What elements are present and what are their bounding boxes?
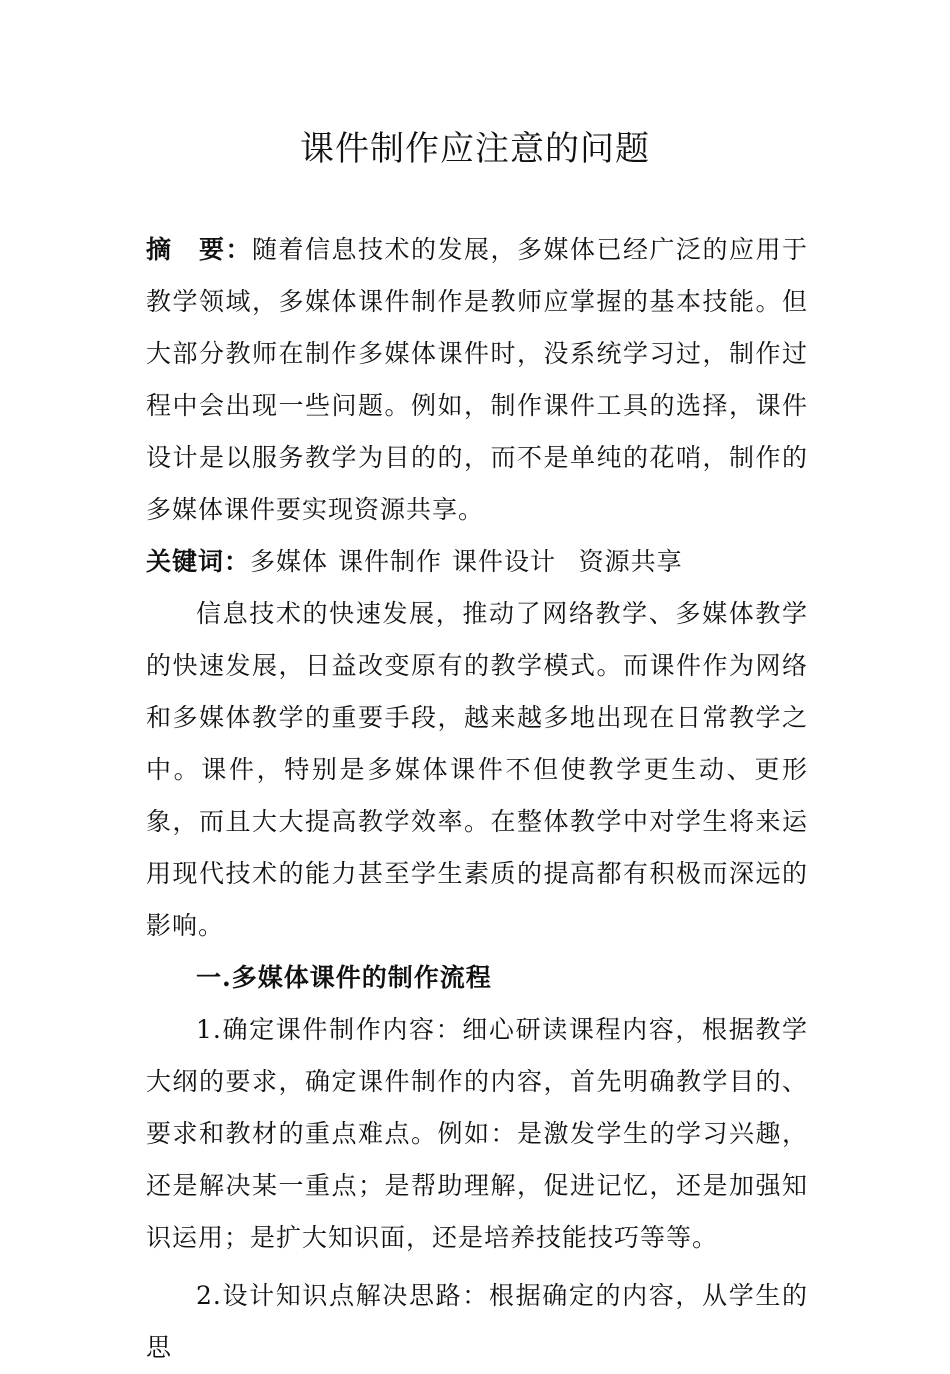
keyword-item: 资源共享 [578, 547, 683, 576]
keywords-label: 关键词： [146, 547, 251, 576]
list-item: 2.设计知识点解决思路：根据确定的内容，从学生的思 [146, 1281, 808, 1362]
list-item: 1.确定课件制作内容：细心研读课程内容，根据教学大纲的要求，确定课件制作的内容，首先明确教学目的、要求和教材的重点难点。例如：是激发学生的学习兴趣，还是解决某一重点；是帮助理解，促进记忆，还是加强知识运用；是扩大知识面，还是培养技能技巧等等。 [146, 1015, 808, 1252]
keyword-item: 课件设计 [452, 547, 557, 576]
abstract-label: 摘 要： [146, 235, 252, 264]
abstract-text: 随着信息技术的发展，多媒体已经广泛的应用于教学领域，多媒体课件制作是教师应掌握的基本技能。但大部分教师在制作多媒体课件时，没系统学习过，制作过程中会出现一些问题。例如，制作课件工具的选择，课件设计是以服务教学为目的的，而不是单纯的花哨，制作的多媒体课件要实现资源共享。 [146, 235, 808, 524]
abstract-paragraph [146, 224, 808, 536]
keyword-item: 课件制作 [338, 547, 443, 576]
section-heading: 一.多媒体课件的制作流程 [196, 963, 492, 992]
intro-paragraph: 信息技术的快速发展，推动了网络教学、多媒体教学的快速发展，日益改变原有的教学模式。而课件作为网络和多媒体教学的重要手段，越来越多地出现在日常教学之中。课件，特别是多媒体课件不但使教学更生动、更形象，而且大大提高教学效率。在整体教学中对学生将来运用现代技术的能力甚至学生素质的提高都有积极而深远的影响。 [146, 599, 808, 940]
keywords-paragraph [146, 536, 808, 588]
document-title: 课件制作应注意的问题 [300, 129, 650, 169]
keyword-item: 多媒体 [250, 547, 329, 576]
document-body [146, 224, 808, 1374]
